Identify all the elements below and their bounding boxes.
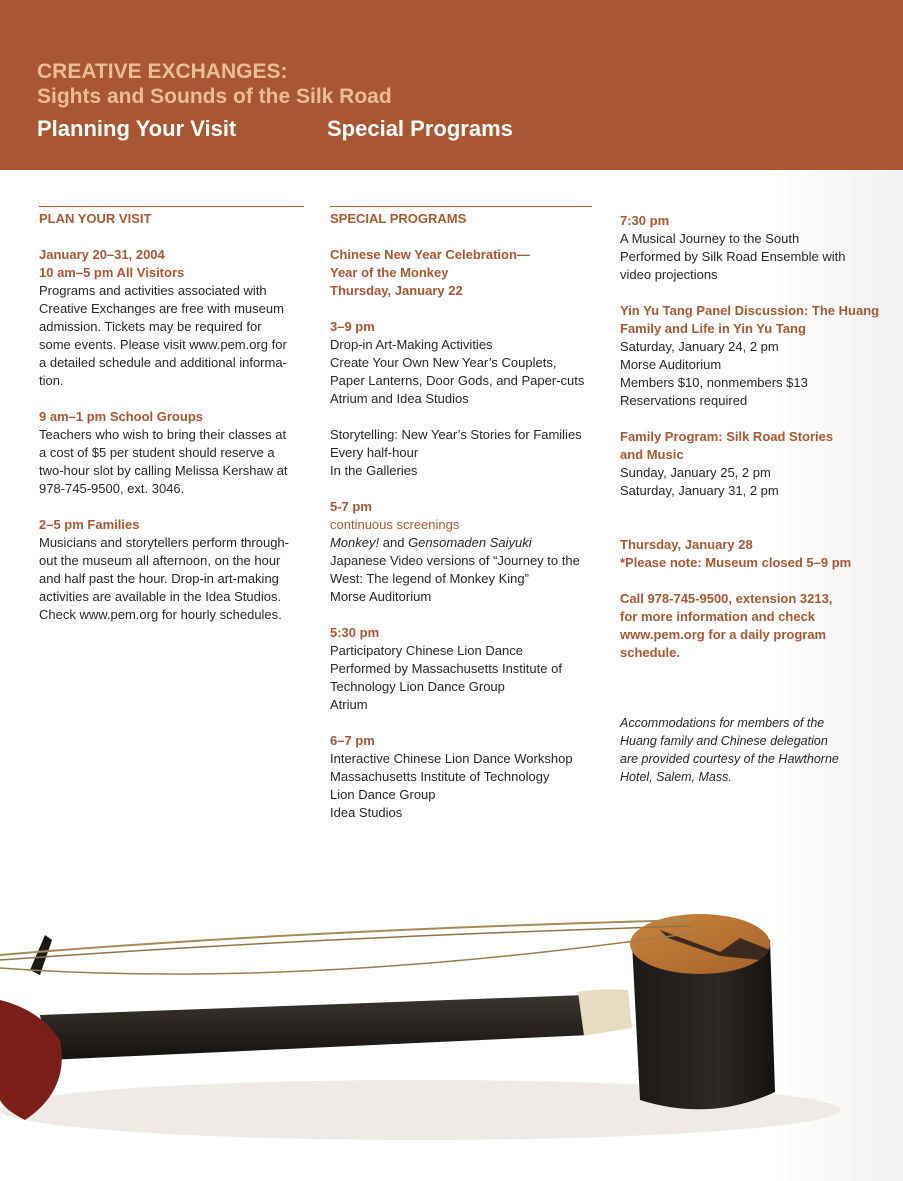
family-program-heading: and Music [620,447,684,462]
special-programs-title: SPECIAL PROGRAMS [330,211,467,226]
text-line: Atrium and Idea Studios [330,391,469,406]
special-programs-heading: Special Programs [327,116,513,141]
text-line: a detailed schedule and additional informa- [39,355,287,370]
programs-continued-column [620,212,882,786]
program-block-lion-dance [330,624,592,714]
text-line: West: The legend of Monkey King” [330,571,529,586]
visit-block-schools [39,408,304,498]
text-line: Check www.pem.org for hourly schedules. [39,607,282,622]
text-line: Saturday, January 31, 2 pm [620,483,779,498]
panel-heading: Family and Life in Yin Yu Tang [620,321,806,336]
text-line: are provided courtesy of the Hawthorne [620,752,839,766]
plan-visit-column [39,206,304,642]
text-fragment: and [379,535,409,550]
accommodations-credit [620,714,882,786]
contact-line: schedule. [620,645,680,660]
exhibition-title: CREATIVE EXCHANGES: [37,60,288,83]
text-line: out the museum all afternoon, on the hour [39,553,281,568]
erhu-instrument-icon [0,860,903,1181]
text-line: Paper Lanterns, Door Gods, and Paper-cuts [330,373,585,388]
school-groups-heading: 9 am–1 pm School Groups [39,409,203,424]
contact-info [620,590,882,662]
text-line: Morse Auditorium [620,357,722,372]
event-date: Thursday, January 22 [330,283,463,298]
text-line: Japanese Video versions of “Journey to the [330,553,580,568]
visit-block-families [39,516,304,624]
families-heading: 2–5 pm Families [39,517,140,532]
contact-line: Call 978-745-9500, extension 3213, [620,591,833,606]
text-line: video projections [620,267,718,282]
program-block-storytelling [330,426,592,480]
event-title-line: Year of the Monkey [330,265,449,280]
family-program-heading: Family Program: Silk Road Stories [620,429,834,444]
text-line: Technology Lion Dance Group [330,679,505,694]
text-line: In the Galleries [330,463,418,478]
text-line: Atrium [330,697,368,712]
closure-text: *Please note: Museum closed 5–9 pm [620,555,852,570]
event-title-line: Chinese New Year Celebration— [330,247,530,262]
text-line: Massachusetts Institute of Technology [330,769,550,784]
program-block-screenings [330,498,592,606]
text-line: Performed by Silk Road Ensemble with [620,249,846,264]
text-line: Members $10, nonmembers $13 [620,375,808,390]
closure-date: Thursday, January 28 [620,537,753,552]
text-line: a cost of $5 per student should reserve a [39,445,275,460]
text-line: Accommodations for members of the [620,716,825,730]
contact-line: for more information and check [620,609,816,624]
screenings-note: continuous screenings [330,517,460,532]
text-line: Huang family and Chinese delegation [620,734,828,748]
text-line: Saturday, January 24, 2 pm [620,339,779,354]
new-year-event-title [330,246,592,300]
text-line: Lion Dance Group [330,787,436,802]
planning-heading: Planning Your Visit [37,116,237,141]
text-line: activities are available in the Idea Studios. [39,589,282,604]
text-line: Interactive Chinese Lion Dance Workshop [330,751,573,766]
closure-note [620,536,882,572]
plan-visit-title: PLAN YOUR VISIT [39,211,152,226]
text-line: Drop-in Art-Making Activities [330,337,493,352]
contact-line: www.pem.org for a daily program [620,627,827,642]
text-line: Participatory Chinese Lion Dance [330,643,523,658]
visit-hours: 10 am–5 pm All Visitors [39,265,185,280]
special-programs-column [330,206,592,840]
exhibition-subtitle: Sights and Sounds of the Silk Road [37,85,392,108]
program-time: 7:30 pm [620,213,670,228]
program-time: 3–9 pm [330,319,375,334]
text-line: Programs and activities associated with [39,283,267,298]
text-line: Create Your Own New Year’s Couplets, [330,355,557,370]
text-line: Idea Studios [330,805,403,820]
program-time: 5:30 pm [330,625,380,640]
text-line: two-hour slot by calling Melissa Kershaw at [39,463,288,478]
program-time: 6–7 pm [330,733,375,748]
text-line: tion. [39,373,64,388]
text-line: A Musical Journey to the South [620,231,800,246]
text-line: Storytelling: New Year’s Stories for Families [330,427,582,442]
text-line: Every half-hour [330,445,419,460]
text-line: Performed by Massachusetts Institute of [330,661,562,676]
text-line: Sunday, January 25, 2 pm [620,465,771,480]
panel-heading: Yin Yu Tang Panel Discussion: The Huang [620,303,880,318]
text-line: Hotel, Salem, Mass. [620,770,732,784]
text-line: and half past the hour. Drop-in art-making [39,571,279,586]
program-block-musical-journey [620,212,882,284]
text-line: some events. Please visit www.pem.org for [39,337,287,352]
text-line: Reservations required [620,393,748,408]
text-line: Teachers who wish to bring their classes at [39,427,287,442]
divider [39,206,304,207]
text-line: Creative Exchanges are free with museum [39,301,284,316]
visit-dates: January 20–31, 2004 [39,247,165,262]
visit-block-all [39,246,304,390]
text-line: Musicians and storytellers perform through- [39,535,289,550]
program-time: 5-7 pm [330,499,372,514]
text-line: 978-745-9500, ext. 3046. [39,481,185,496]
film-title: Monkey! [330,535,380,550]
header-banner [0,0,903,170]
program-block-workshop [330,732,592,822]
program-block-art [330,318,592,408]
program-block-family [620,428,882,500]
film-titles [330,534,592,552]
text-line: admission. Tickets may be required for [39,319,262,334]
film-title: Gensomaden Saiyuki [408,535,532,550]
divider [330,206,592,207]
text-line: Morse Auditorium [330,589,432,604]
program-block-panel [620,302,882,410]
